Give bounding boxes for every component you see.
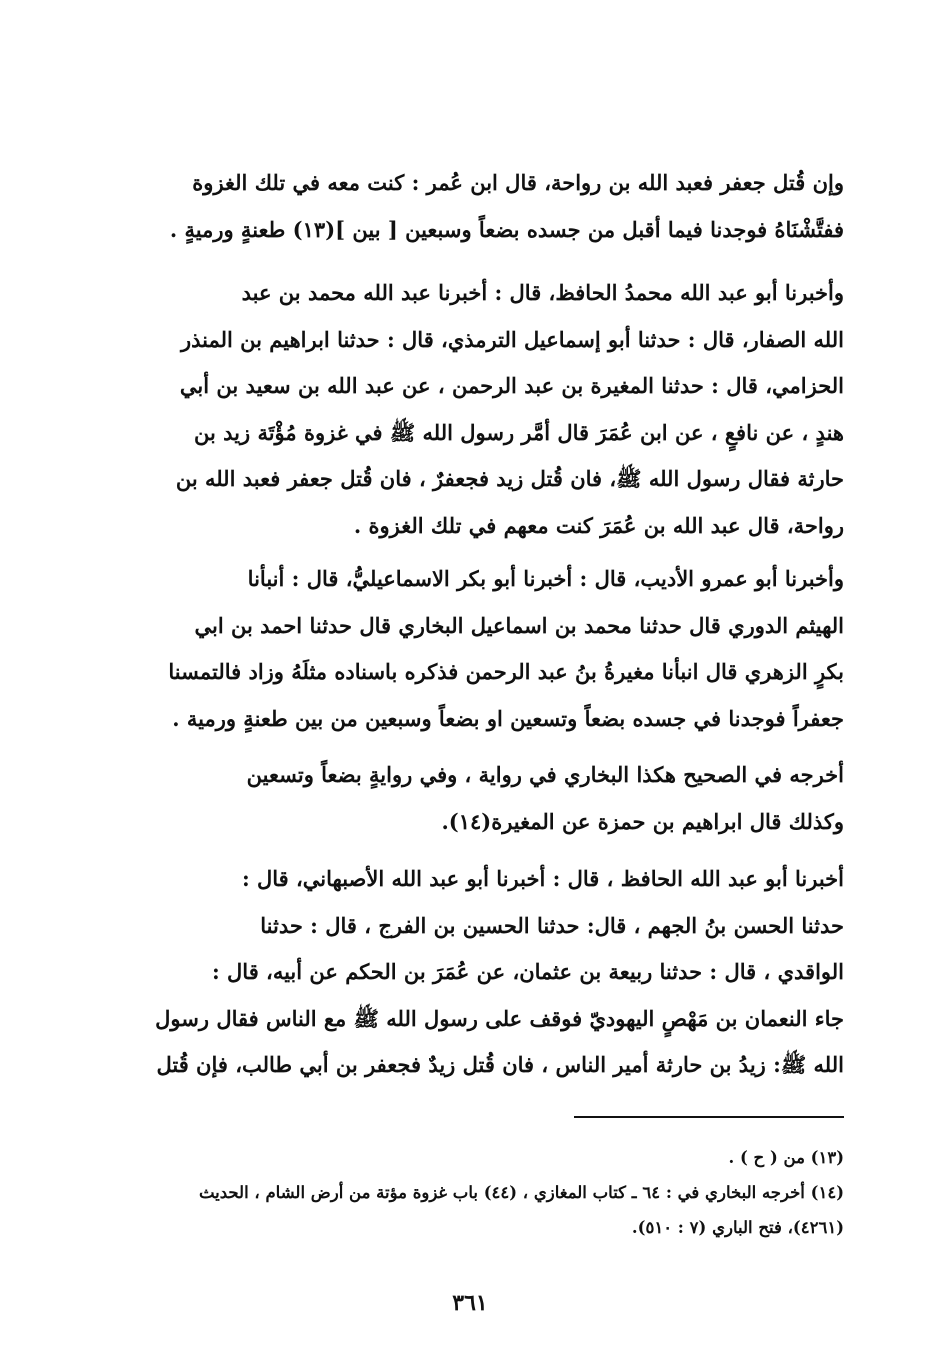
- page-number: ٣٦١: [452, 1290, 488, 1316]
- paragraph-4: [126, 752, 844, 845]
- text-line: الهيثم الدوري قال حدثنا محمد بن اسماعيل البخاري قال حدثنا احمد بن ابي: [194, 612, 844, 638]
- paragraph-1: [126, 160, 844, 253]
- text-line: هندٍ ، عن نافعٍ ، عن ابن عُمَرَ قال أمَّر رسول الله ﷺ في غزوة مُؤْتَة زيد بن: [193, 419, 844, 445]
- footnote-line: (١٤) أخرجه البخاري في : ٦٤ ـ كتاب المغازي ، (٤٤) باب غزوة مؤتة من أرض الشام ، الحديث: [198, 1183, 844, 1202]
- text-line: وإن قُتل جعفر فعبد الله بن رواحة، قال ابن عُمر : كنت معه في تلك الغزوة: [192, 170, 844, 195]
- text-line: ففتَّشْنَاهُ فوجدنا فيما أقبل من جسده بضعاً وسبعين [ بين ](١٣) طعنةٍ ورميةٍ .: [169, 216, 844, 242]
- footnote-line: (١٣) من ( ح ) .: [728, 1148, 844, 1167]
- text-line: أخرجه في الصحيح هكذا البخاري في رواية ، وفي روايةٍ بضعاً وتسعين: [246, 762, 844, 787]
- text-line: أخبرنا أبو عبد الله الحافظ ، قال : أخبرنا أبو عبد الله الأصبهاني، قال :: [241, 866, 844, 891]
- text-line: الله الصفار، قال : حدثنا أبو إسماعيل الترمذي، قال : حدثنا ابراهيم بن المنذر: [180, 326, 844, 352]
- footnotes: [120, 1140, 844, 1245]
- text-line: الله ﷺ: زيدُ بن حارثة أمير الناس ، فان قُتل زيدٌ فجعفر بن أبي طالب، فإن قُتل: [156, 1052, 844, 1077]
- paragraph-5: [126, 856, 844, 1089]
- text-line: رواحة، قال عبد الله بن عُمَرَ كنت معهم في تلك الغزوة .: [353, 512, 844, 538]
- paragraph-3: [126, 556, 844, 742]
- text-line: الحزامي، قال : حدثنا المغيرة بن عبد الرحمن ، عن عبد الله بن سعيد بن أبي: [179, 373, 844, 398]
- text-line: الواقدي ، قال : حدثنا ربيعة بن عثمان، عن عُمَرَ بن الحكم عن أبيه، قال :: [211, 959, 844, 984]
- text-line: وكذلك قال ابراهيم بن حمزة عن المغيرة(١٤).: [441, 808, 844, 834]
- text-line: حدثنا الحسن بنُ الجهم ، قال: حدثنا الحسين بن الفرج ، قال : حدثنا: [260, 912, 844, 938]
- text-line: جعفراً فوجدنا في جسده بضعاً وتسعين او بضعاً وسبعين من بين طعنةٍ ورمية .: [172, 705, 844, 731]
- text-line: جاء النعمان بن مَهْصٍ اليهوديّ فوقف على رسول الله ﷺ مع الناس فقال رسول: [155, 1005, 844, 1031]
- paragraph-2: [126, 270, 844, 549]
- text-line: وأخبرنا أبو عمرو الأديب، قال : أخبرنا أبو بكر الاسماعيليُّ، قال : أنبأنا: [247, 566, 844, 591]
- text-line: وأخبرنا أبو عبد الله محمدُ الحافظ، قال : أخبرنا عبد الله محمد بن عبد: [241, 280, 844, 305]
- footnote-line: (٤٢٦١)، فتح الباري (٧ : ٥١٠).: [631, 1218, 844, 1237]
- footnote-divider: [574, 1116, 844, 1118]
- text-line: حارثة فقال رسول الله ﷺ، فان قُتل زيد فجعفرٌ ، فان قُتل جعفر فعبد الله بن: [175, 466, 844, 491]
- text-line: بكرٍ الزهري قال انبأنا مغيرةُ بنُ عبد الرحمن فذكره باسناده مثلَهُ وزاد فالتمسنا: [168, 659, 844, 684]
